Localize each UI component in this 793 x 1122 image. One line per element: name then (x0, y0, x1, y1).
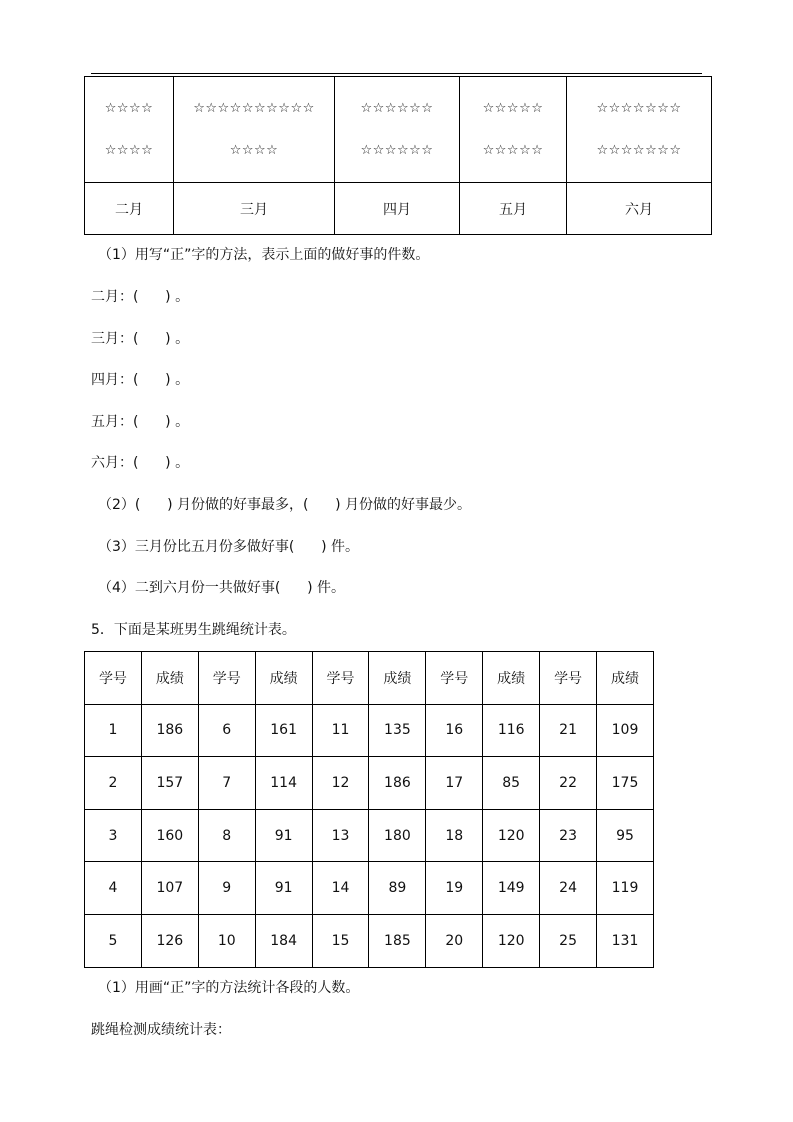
table-cell: 114 (255, 757, 312, 810)
star-line: ☆☆☆☆ (104, 100, 154, 116)
table-cell: 16 (426, 704, 483, 757)
table-cell: 25 (540, 914, 597, 967)
table-cell: 91 (255, 862, 312, 915)
header-cell: 学号 (540, 652, 597, 705)
rope-skipping-table (84, 651, 654, 968)
star-line: ☆☆☆☆☆ (482, 100, 544, 116)
star-line: ☆☆☆☆ (229, 142, 279, 158)
table-cell: 8 (198, 809, 255, 862)
star-line: ☆☆☆☆☆☆☆ (596, 100, 682, 116)
stars-cell-apr (335, 77, 460, 183)
table-cell: 11 (312, 704, 369, 757)
table-cell: 120 (483, 914, 540, 967)
star-line: ☆☆☆☆☆☆☆☆☆☆ (193, 100, 315, 116)
table-cell: 7 (198, 757, 255, 810)
section-5-title: 5．下面是某班男生跳绳统计表。 (91, 622, 296, 638)
table-cell: 21 (540, 704, 597, 757)
table-cell: 185 (369, 914, 426, 967)
star-line: ☆☆☆☆☆☆ (360, 100, 434, 116)
table-cell: 23 (540, 809, 597, 862)
answer-jun[interactable]: 六月：( ) 。 (91, 455, 190, 471)
table-cell: 10 (198, 914, 255, 967)
table-cell: 184 (255, 914, 312, 967)
table-cell: 157 (141, 757, 198, 810)
table-cell: 126 (141, 914, 198, 967)
good-deeds-star-table (84, 76, 712, 235)
question-5-1: （1）用画“正”字的方法统计各段的人数。 (98, 980, 360, 996)
table-cell: 107 (141, 862, 198, 915)
month-label-may: 五月 (460, 183, 567, 235)
table-row (85, 914, 654, 967)
header-cell: 成绩 (597, 652, 654, 705)
answer-may[interactable]: 五月：( ) 。 (91, 414, 190, 430)
table-cell: 180 (369, 809, 426, 862)
stars-cell-feb (85, 77, 174, 183)
header-cell: 成绩 (141, 652, 198, 705)
table-cell: 119 (597, 862, 654, 915)
table-cell: 2 (85, 757, 142, 810)
table-cell: 9 (198, 862, 255, 915)
table-row (85, 704, 654, 757)
table-cell: 24 (540, 862, 597, 915)
table-cell: 131 (597, 914, 654, 967)
header-cell: 学号 (312, 652, 369, 705)
month-row (85, 183, 712, 235)
question-4[interactable]: （4）二到六月份一共做好事( ) 件。 (98, 580, 345, 596)
table-cell: 20 (426, 914, 483, 967)
table-cell: 120 (483, 809, 540, 862)
table-cell: 13 (312, 809, 369, 862)
stars-row (85, 77, 712, 183)
table-cell: 149 (483, 862, 540, 915)
table-header-row (85, 652, 654, 705)
table-cell: 22 (540, 757, 597, 810)
month-label-mar: 三月 (174, 183, 335, 235)
table-cell: 15 (312, 914, 369, 967)
month-label-jun: 六月 (567, 183, 712, 235)
table-cell: 85 (483, 757, 540, 810)
stars-cell-jun (567, 77, 712, 183)
question-3[interactable]: （3）三月份比五月份多做好事( ) 件。 (98, 539, 359, 555)
header-cell: 成绩 (369, 652, 426, 705)
table-cell: 95 (597, 809, 654, 862)
table-cell: 6 (198, 704, 255, 757)
table-cell: 17 (426, 757, 483, 810)
star-line: ☆☆☆☆ (104, 142, 154, 158)
header-cell: 学号 (85, 652, 142, 705)
table-cell: 175 (597, 757, 654, 810)
table-cell: 109 (597, 704, 654, 757)
month-label-apr: 四月 (335, 183, 460, 235)
table-cell: 186 (141, 704, 198, 757)
month-label-feb: 二月 (85, 183, 174, 235)
table-cell: 12 (312, 757, 369, 810)
question-1-prompt: （1）用写“正”字的方法，表示上面的做好事的件数。 (98, 247, 430, 263)
table-cell: 91 (255, 809, 312, 862)
answer-apr[interactable]: 四月：( ) 。 (91, 372, 190, 388)
table-cell: 135 (369, 704, 426, 757)
table-cell: 3 (85, 809, 142, 862)
table-row (85, 809, 654, 862)
answer-feb[interactable]: 二月：( ) 。 (91, 289, 190, 305)
table-cell: 116 (483, 704, 540, 757)
table-row (85, 862, 654, 915)
header-cell: 成绩 (483, 652, 540, 705)
table-cell: 89 (369, 862, 426, 915)
stats-table-title: 跳绳检测成绩统计表： (91, 1022, 231, 1038)
header-cell: 学号 (426, 652, 483, 705)
stars-cell-mar (174, 77, 335, 183)
table-row (85, 757, 654, 810)
header-cell: 成绩 (255, 652, 312, 705)
header-cell: 学号 (198, 652, 255, 705)
answer-mar[interactable]: 三月：( ) 。 (91, 331, 190, 347)
question-2[interactable]: （2）( ) 月份做的好事最多，( ) 月份做的好事最少。 (98, 497, 472, 513)
table-cell: 161 (255, 704, 312, 757)
table-cell: 160 (141, 809, 198, 862)
star-line: ☆☆☆☆☆☆ (360, 142, 434, 158)
table-cell: 18 (426, 809, 483, 862)
top-rule (91, 73, 702, 74)
table-cell: 1 (85, 704, 142, 757)
table-cell: 14 (312, 862, 369, 915)
table-cell: 19 (426, 862, 483, 915)
stars-cell-may (460, 77, 567, 183)
table-cell: 186 (369, 757, 426, 810)
table-cell: 5 (85, 914, 142, 967)
table-cell: 4 (85, 862, 142, 915)
star-line: ☆☆☆☆☆☆☆ (596, 142, 682, 158)
star-line: ☆☆☆☆☆ (482, 142, 544, 158)
